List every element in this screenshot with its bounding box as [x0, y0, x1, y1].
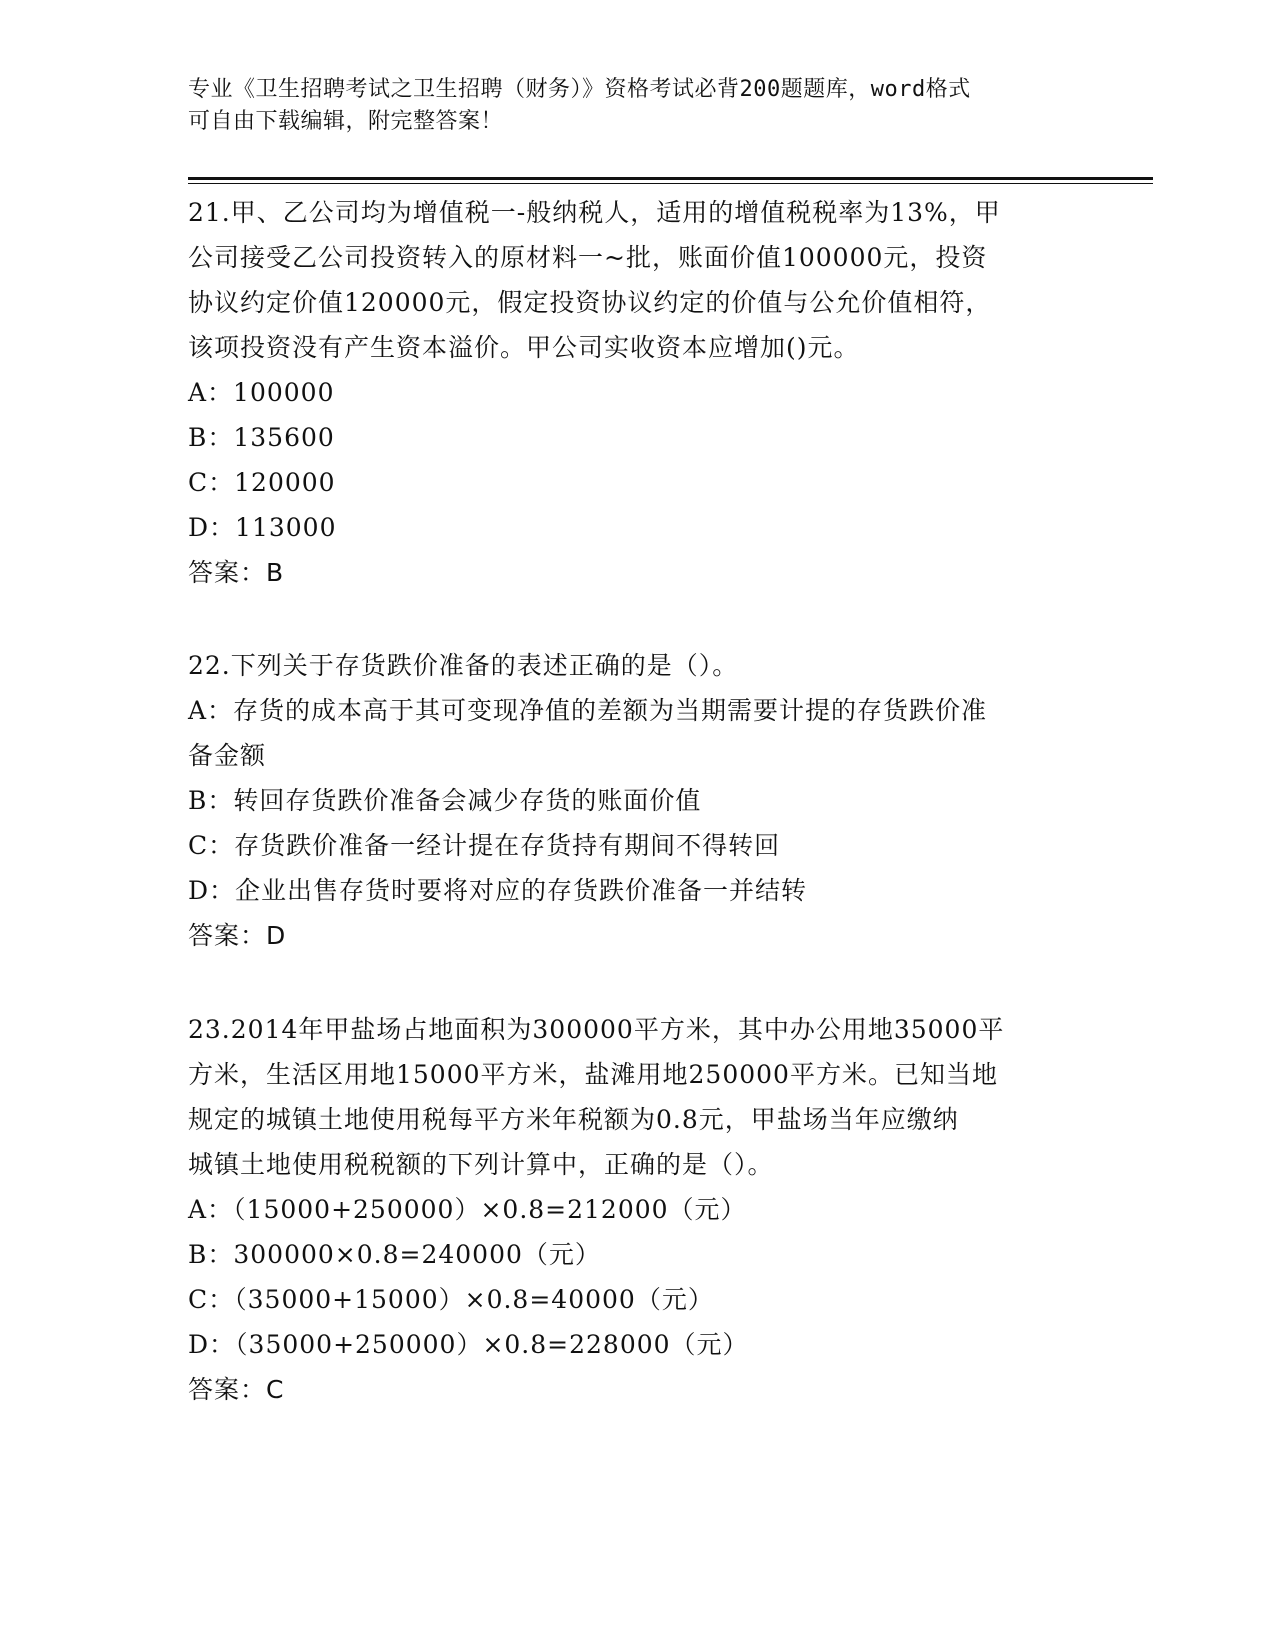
question-stem-line: 该项投资没有产生资本溢价。甲公司实收资本应增加()元。 — [188, 333, 860, 362]
option-b: B：135600 — [188, 423, 335, 452]
option-c: C：120000 — [188, 468, 336, 497]
option-a: A：存货的成本高于其可变现净值的差额为当期需要计提的存货跌价准 — [188, 696, 988, 725]
option-d: D：113000 — [188, 513, 337, 542]
question-stem-line: 方米，生活区用地15000平方米，盐滩用地250000平方米。已知当地 — [188, 1060, 998, 1089]
header-divider-thin — [188, 183, 1153, 184]
question-stem-line: 22.下列关于存货跌价准备的表述正确的是（）。 — [188, 651, 739, 680]
answer-label: 答案：C — [188, 1375, 285, 1404]
option-b: B：转回存货跌价准备会减少存货的账面价值 — [188, 786, 702, 815]
question-stem-line: 城镇土地使用税税额的下列计算中，正确的是（）。 — [188, 1150, 774, 1179]
question-21 — [188, 190, 1088, 595]
option-a: A：100000 — [188, 378, 335, 407]
option-d: D：（35000+250000）×0.8=228000（元） — [188, 1330, 749, 1359]
question-22 — [188, 643, 1088, 958]
option-c: C：存货跌价准备一经计提在存货持有期间不得转回 — [188, 831, 781, 860]
question-stem-line: 23.2014年甲盐场占地面积为300000平方米，其中办公用地35000平 — [188, 1015, 1005, 1044]
option-a: A：（15000+250000）×0.8=212000（元） — [188, 1195, 747, 1224]
question-stem-line: 21.甲、乙公司均为增值税一-般纳税人，适用的增值税税率为13%，甲 — [188, 198, 1001, 227]
header-title-line-1: 专业《卫生招聘考试之卫生招聘（财务）》资格考试必背200题题库，word格式 — [188, 77, 971, 102]
question-stem-line: 协议约定价值120000元，假定投资协议约定的价值与公允价值相符， — [188, 288, 992, 317]
option-c: C：（35000+15000）×0.8=40000（元） — [188, 1285, 714, 1314]
answer-label: 答案：D — [188, 921, 287, 950]
question-23 — [188, 1007, 1088, 1412]
option-a-continued: 备金额 — [188, 741, 267, 770]
document-header — [188, 74, 1088, 138]
option-d: D：企业出售存货时要将对应的存货跌价准备一并结转 — [188, 876, 808, 905]
header-divider-thick — [188, 177, 1153, 180]
answer-label: 答案：B — [188, 558, 285, 587]
option-b: B：300000×0.8=240000（元） — [188, 1240, 601, 1269]
question-stem-line: 规定的城镇土地使用税每平方米年税额为0.8元，甲盐场当年应缴纳 — [188, 1105, 959, 1134]
header-title-line-2: 可自由下载编辑，附完整答案！ — [188, 109, 504, 134]
question-stem-line: 公司接受乙公司投资转入的原材料一~批，账面价值100000元，投资 — [188, 243, 988, 272]
